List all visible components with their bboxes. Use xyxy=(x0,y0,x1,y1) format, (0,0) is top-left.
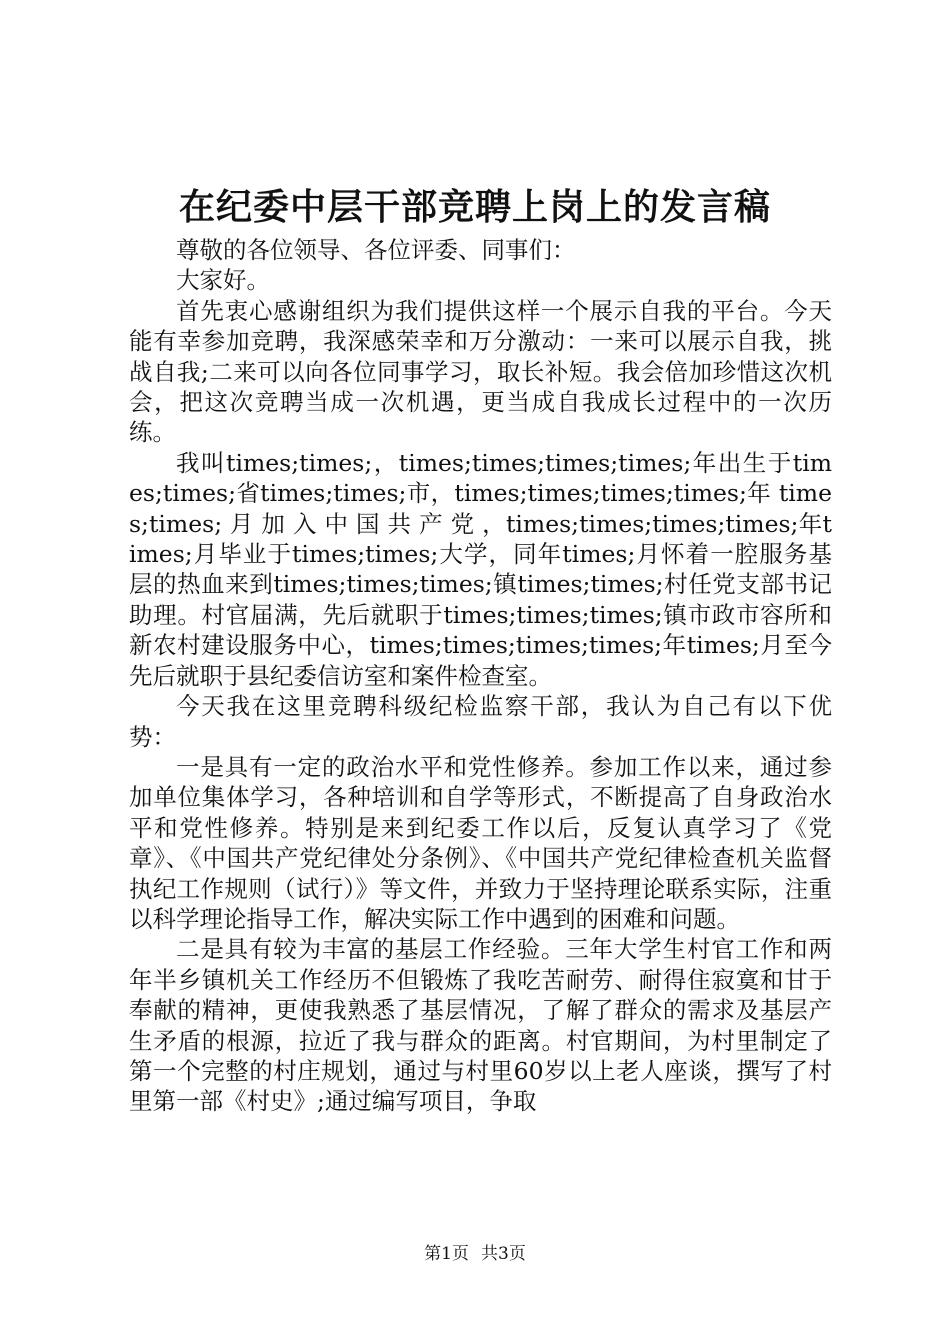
biography-paragraph: 我叫times;times;，times;times;times;times;年出生于times;times;省times;times;市，times;times;times;times;年 times;times; 月 加 入 中 国 共 产 党 ，times;times;times;times;年times;月毕业于times;times;大学，同年times;月怀着一腔服务基层的热血来到times;times;times;镇times;times;村任党支部书记助理。村官届满，先后就职于times;times;times;镇市政市容所和新农村建设服务中心，times;times;times;times;年times;月至今先后就职于县纪委信访室和案件检查室。 xyxy=(129,448,832,690)
intro-paragraph: 首先衷心感谢组织为我们提供这样一个展示自我的平台。今天能有幸参加竞聘，我深感荣幸和万分激动：一来可以展示自我，挑战自我;二来可以向各位同事学习，取长补短。我会倍加珍惜这次机会，把这次竞聘当成一次机遇，更当成自我成长过程中的一次历练。 xyxy=(129,296,832,447)
document-body xyxy=(129,235,832,1117)
advantage-one-paragraph: 一是具有一定的政治水平和党性修养。参加工作以来，通过参加单位集体学习，各种培训和自学等形式，不断提高了自身政治水平和党性修养。特别是来到纪委工作以后，反复认真学习了《党章》、《中国共产党纪律处分条例》、《中国共产党纪律检查机关监督执纪工作规则（试行）》等文件，并致力于坚持理论联系实际，注重以科学理论指导工作，解决实际工作中遇到的困难和问题。 xyxy=(129,752,832,933)
page-footer xyxy=(0,1243,950,1265)
page-number: 第1页 xyxy=(424,1244,469,1264)
document-title: 在纪委中层干部竞聘上岗上的发言稿 xyxy=(178,187,771,228)
advantage-two-paragraph: 二是具有较为丰富的基层工作经验。三年大学生村官工作和两年半乡镇机关工作经历不但锻炼了我吃苦耐劳、耐得住寂寞和甘于奉献的精神，更使我熟悉了基层情况，了解了群众的需求及基层产生矛盾的根源，拉近了我与群众的距离。村官期间，为村里制定了第一个完整的村庄规划，通过与村里60岁以上老人座谈，撰写了村里第一部《村史》;通过编写项目，争取 xyxy=(129,935,832,1116)
page-total: 共3页 xyxy=(481,1244,526,1264)
greeting-paragraph: 大家好。 xyxy=(176,266,270,295)
salutation-paragraph: 尊敬的各位领导、各位评委、同事们： xyxy=(176,236,576,264)
advantages-intro-paragraph: 今天我在这里竞聘科级纪检监察干部，我认为自己有以下优势： xyxy=(129,692,832,751)
